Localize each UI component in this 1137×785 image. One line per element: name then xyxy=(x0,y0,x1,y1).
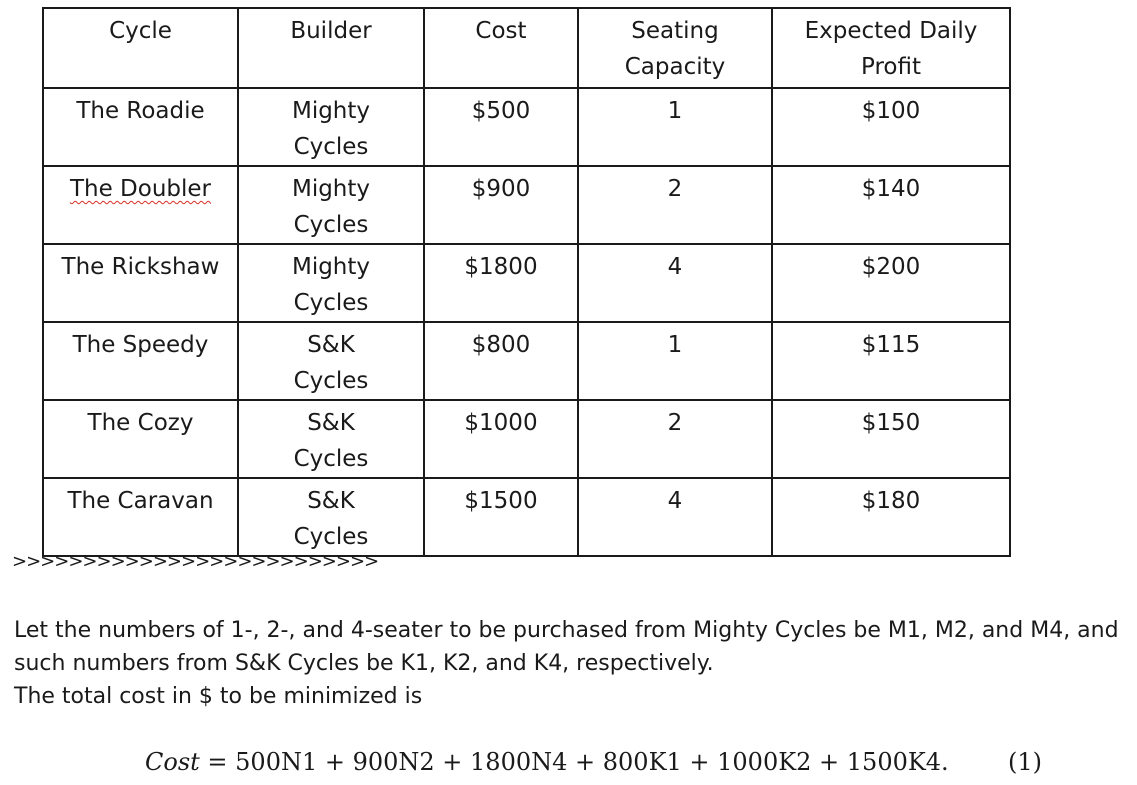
cell-cycle: The Doubler xyxy=(43,166,238,244)
cell-seating: 1 xyxy=(578,322,772,400)
body-paragraph xyxy=(14,614,1134,713)
equation-number: (1) xyxy=(1008,748,1042,776)
cell-profit: $200 xyxy=(772,244,1010,322)
cell-builder: Mighty Cycles xyxy=(238,166,424,244)
cell-profit: $140 xyxy=(772,166,1010,244)
cell-seating: 2 xyxy=(578,166,772,244)
cell-cycle: The Speedy xyxy=(43,322,238,400)
cell-seating: 1 xyxy=(578,88,772,166)
cell-cost: $1500 xyxy=(424,478,578,556)
cell-builder: Mighty Cycles xyxy=(238,244,424,322)
table-row xyxy=(43,478,1010,556)
cell-seating: 2 xyxy=(578,400,772,478)
table-row xyxy=(43,88,1010,166)
header-expected-daily-profit: Expected Daily Profit xyxy=(772,8,1010,88)
header-seating-capacity: Seating Capacity xyxy=(578,8,772,88)
paragraph-line: such numbers from S&K Cycles be K1, K2, and K4, respectively. xyxy=(14,651,714,676)
cell-cycle: The Caravan xyxy=(43,478,238,556)
table-row xyxy=(43,166,1010,244)
separator-line: >>>>>>>>>>>>>>>>>>>>>>>>>> xyxy=(12,551,379,572)
cost-equation xyxy=(145,748,949,776)
equation-lhs: Cost xyxy=(145,748,200,776)
paragraph-line: The total cost in $ to be minimized is xyxy=(14,684,423,709)
cell-cost: $1800 xyxy=(424,244,578,322)
cell-profit: $150 xyxy=(772,400,1010,478)
table-row xyxy=(43,244,1010,322)
header-cost: Cost xyxy=(424,8,578,88)
cell-cost: $800 xyxy=(424,322,578,400)
cell-cycle: The Cozy xyxy=(43,400,238,478)
cell-profit: $180 xyxy=(772,478,1010,556)
cell-builder: Mighty Cycles xyxy=(238,88,424,166)
header-builder: Builder xyxy=(238,8,424,88)
cell-cost: $500 xyxy=(424,88,578,166)
cell-builder: S&K Cycles xyxy=(238,478,424,556)
cell-profit: $115 xyxy=(772,322,1010,400)
table-header-row xyxy=(43,8,1010,88)
cell-cycle: The Roadie xyxy=(43,88,238,166)
cell-profit: $100 xyxy=(772,88,1010,166)
cell-seating: 4 xyxy=(578,244,772,322)
cycle-table xyxy=(42,7,1011,557)
table-row xyxy=(43,322,1010,400)
cell-seating: 4 xyxy=(578,478,772,556)
paragraph-line: Let the numbers of 1-, 2-, and 4-seater to be purchased from Mighty Cycles be M1, M2, and M4, and xyxy=(14,618,1119,643)
cell-builder: S&K Cycles xyxy=(238,322,424,400)
cell-cost: $1000 xyxy=(424,400,578,478)
cell-cost: $900 xyxy=(424,166,578,244)
equation-rhs: = 500N1 + 900N2 + 1800N4 + 800K1 + 1000K2 + 1500K4. xyxy=(199,748,949,776)
cell-builder: S&K Cycles xyxy=(238,400,424,478)
cell-cycle: The Rickshaw xyxy=(43,244,238,322)
header-cycle: Cycle xyxy=(43,8,238,88)
table-row xyxy=(43,400,1010,478)
